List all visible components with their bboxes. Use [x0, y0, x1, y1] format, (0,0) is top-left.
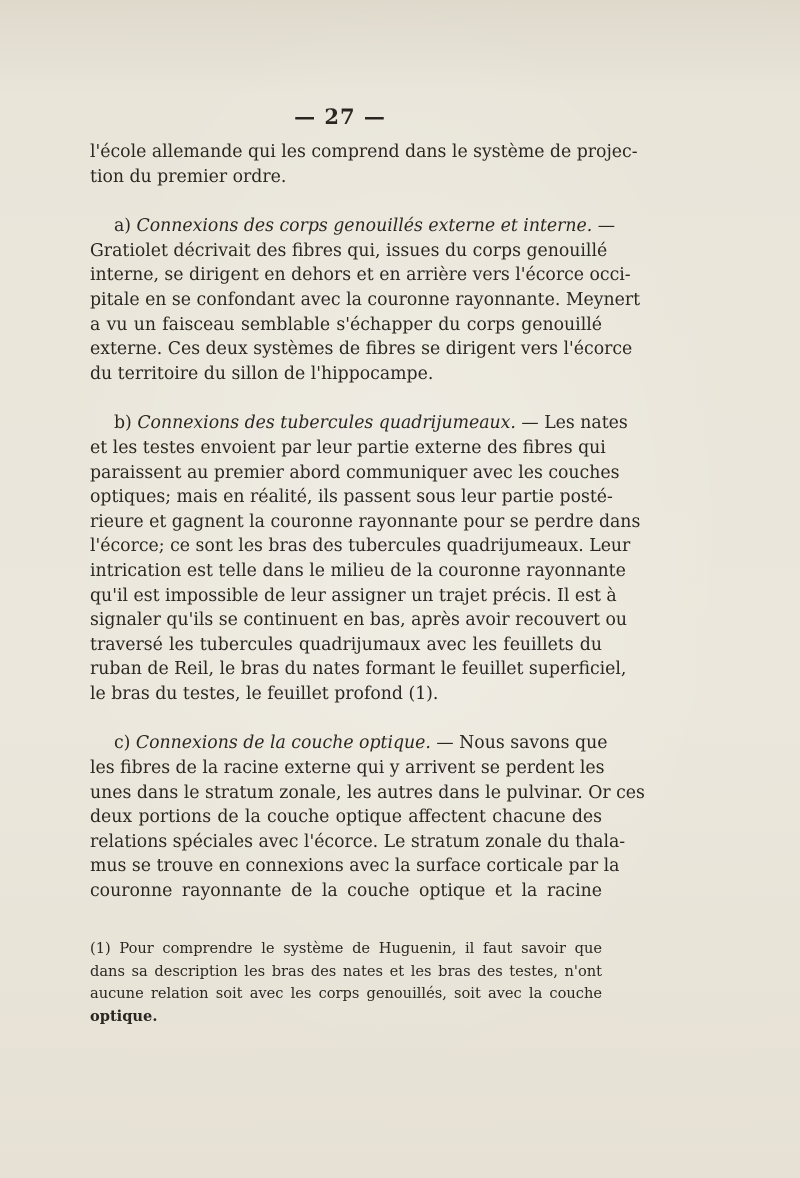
footnote-line: dans sa description les bras des nates et les bras des testes, n'ont: [90, 962, 602, 980]
section-heading-b: [90, 411, 628, 436]
heading-italic: Connexions des tubercules quadrijumeaux.: [137, 413, 516, 434]
paragraph-a: [90, 214, 641, 386]
text-line: qu'il est impossible de leur assigner un trajet précis. Il est à: [90, 585, 617, 606]
text-line: le bras du testes, le feuillet profond (1).: [90, 683, 439, 704]
footnote-line: (1) Pour comprendre le système de Huguenin, il faut savoir que: [90, 940, 602, 957]
text-line: paraissent au premier abord communiquer avec les couches: [90, 462, 620, 483]
body-text: [90, 140, 645, 904]
footnote-line: optique.: [90, 1007, 158, 1025]
paragraph-continuation: [90, 140, 638, 189]
heading-label: c): [114, 733, 131, 754]
text-line: interne, se dirigent en dehors et en arrière vers l'écorce occi-: [90, 265, 631, 286]
heading-italic: Connexions de la couche optique.: [135, 733, 431, 754]
text-line: ruban de Reil, le bras du nates formant le feuillet superficiel,: [90, 659, 627, 680]
heading-rest: — Les nates: [521, 413, 628, 434]
text-line: externe. Ces deux systèmes de fibres se dirigent vers l'écorce: [90, 339, 633, 360]
heading-label: b): [114, 413, 132, 434]
heading-label: a): [114, 216, 132, 237]
text-line: l'écorce; ce sont les bras des tubercules quadrijumeaux. Leur: [90, 536, 631, 557]
text-line: intrication est telle dans le milieu de la couronne rayonnante: [90, 560, 626, 581]
text-line: pitale en se confondant avec la couronne rayonnante. Meynert: [90, 289, 641, 310]
page-number: — 27 —: [294, 104, 386, 129]
text-line: les fibres de la racine externe qui y arrivent se perdent les: [90, 758, 605, 779]
text-line: rieure et gagnent la couronne rayonnante pour se perdre dans: [90, 511, 641, 532]
footnote: [90, 938, 602, 1028]
text-line: relations spéciales avec l'écorce. Le stratum zonale du thala-: [90, 831, 626, 852]
text-line: a vu un faisceau semblable s'échapper du corps genouillé: [90, 314, 602, 335]
text-line: deux portions de la couche optique affectent chacune des: [90, 807, 602, 828]
heading-rest: — Nous savons que: [436, 733, 608, 754]
section-heading-c: [90, 731, 608, 756]
heading-dash: —: [597, 216, 616, 237]
text-line: Gratiolet décrivait des fibres qui, issues du corps genouillé: [90, 240, 608, 261]
text-line: optiques; mais en réalité, ils passent sous leur partie posté-: [90, 487, 613, 508]
heading-italic: Connexions des corps genouillés externe et interne.: [136, 216, 593, 237]
text-line: couronne rayonnante de la couche optique et la racine: [90, 881, 602, 902]
text-line: signaler qu'ils se continuent en bas, après avoir recouvert ou: [90, 610, 628, 631]
text-line: traversé les tubercules quadrijumaux avec les feuillets du: [90, 634, 602, 655]
text-line: unes dans le stratum zonale, les autres dans le pulvinar. Or ces: [90, 782, 645, 803]
text-line: et les testes envoient par leur partie externe des fibres qui: [90, 437, 606, 458]
footnote-line: aucune relation soit avec les corps genouillés, soit avec la couche: [90, 985, 602, 1002]
section-heading-a: [90, 214, 616, 239]
text-line: mus se trouve en connexions avec la surface corticale par la: [90, 856, 620, 877]
text-line: tion du premier ordre.: [90, 166, 287, 187]
text-line: l'école allemande qui les comprend dans le système de projec-: [90, 142, 638, 162]
text-line: du territoire du sillon de l'hippocampe.: [90, 363, 434, 384]
paragraph-b: [90, 411, 641, 706]
paragraph-c: [90, 731, 645, 903]
